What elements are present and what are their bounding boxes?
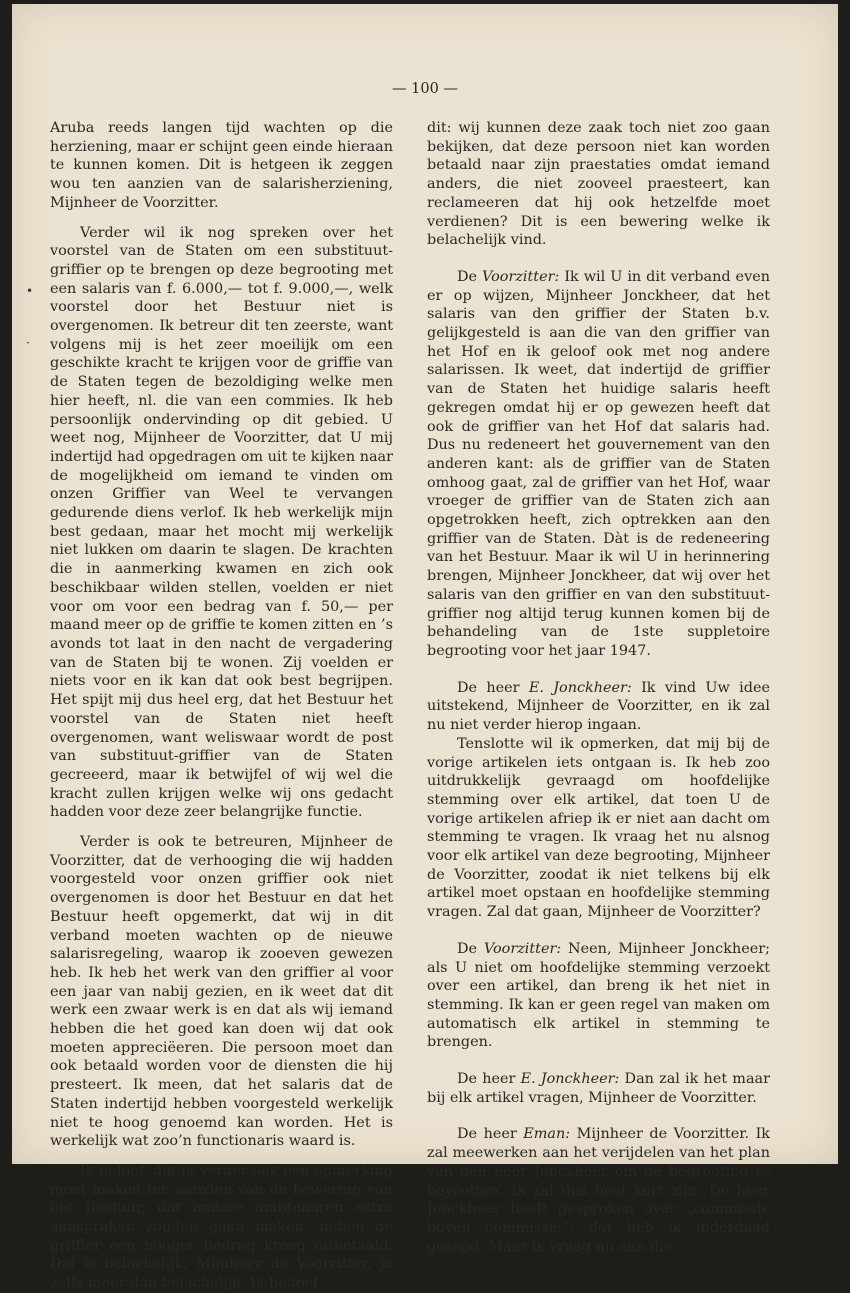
speech-paragraph — [427, 268, 770, 661]
page-number: — 100 — — [392, 81, 458, 97]
speaker-prefix: De heer — [457, 1126, 524, 1143]
speech-text: Ik vind Uw idee uitstekend, Mijnheer de Voorzitter, en ik zal nu niet verder hierop ingaan. — [427, 679, 770, 734]
speech-paragraph — [427, 940, 770, 1052]
speech-paragraph — [427, 679, 770, 735]
right-column — [427, 119, 770, 1256]
speaker-prefix: De heer — [457, 1071, 521, 1088]
speaker-name: Voorzitter: — [483, 940, 562, 957]
left-column — [50, 119, 393, 1293]
speech-paragraph — [427, 1070, 770, 1107]
margin-dot: • — [26, 284, 34, 298]
speaker-prefix: De heer — [457, 679, 529, 696]
speech-text: Dan zal ik het maar bij elk artikel vragen, Mijnheer de Voorzitter. — [427, 1071, 770, 1106]
speech-paragraph — [427, 1125, 770, 1256]
speaker-prefix: De — [457, 940, 484, 957]
speaker-name: E. Jonckheer: — [520, 1071, 620, 1088]
paragraph: Ik geloof, dat ik verder ook een opmerking moet maken ten aanzien van de bewering van het Bestuur, dat andere ambtenaren extra aanspraken zouden gaan maken, indien de griffier een hooger bedrag kreeg uitbetaald. Dat is belachelijk, Mijnheer de Voorzitter, ja zelfs meer dan belachelijk. Ik bedoel — [50, 1162, 393, 1292]
paragraph: dit: wij kunnen deze zaak toch niet zoo gaan bekijken, dat deze persoon niet kan worden betaald naar zijn praestaties omdat iemand anders, die niet zooveel praesteert, kan reclameeren dat hij ook hetzelfde moet verdienen? Dit is een bewering welke ik belachelijk vind. — [427, 120, 770, 249]
speech-text: Mijnheer de Voorzitter. Ik zal meewerken aan het verijdelen van het plan van den heer Jonckheer om de begrooting te boycotten. Ik zal dus heel kort zijn. De heer Jonckheer heeft gesproken over „commissie boven commissie”; dat heb ik inderdaad gezegd. Maar ik vraag nu aan die — [427, 1126, 771, 1255]
speaker-name: Eman: — [523, 1126, 571, 1143]
paragraph: Verder is ook te betreuren, Mijnheer de Voorzitter, dat de verhooging die wij hadden voorgesteld voor onzen griffier ook niet overgenomen is door het Bestuur en dat het Bestuur heeft opgemerkt, dat wij in dit verband moeten wachten op de nieuwe salarisregeling, waarop ik zooeven gewezen heb. Ik heb het werk van den griffier al voor een jaar van nabij gezien, en ik weet dat dit werk een zwaar werk is en dat als wij iemand hebben die het goed kan doen wij dat ook moeten appreciëeren. Die persoon moet dan ook betaald worden voor de diensten die hij presteert. Ik meen, dat het salaris dat de Staten indertijd hebben voorgesteld werkelijk niet te hoog genoemd kan worden. Het is werkelijk wat zoo’n functionaris waard is. — [50, 834, 393, 1150]
paragraph: Verder wil ik nog spreken over het voorstel van de Staten om een substituut-griffier op te brengen op deze begrooting met een salaris van f. 6.000,— tot f. 9.000,—, welk voorstel door het Bestuur niet is overgenomen. Ik betreur dit ten zeerste, want volgens mij is het zeer moeilijk om een geschikte kracht te krijgen voor de griffie van de Staten tegen de bezoldiging welke men hier heeft, nl. die van een commies. Ik heb persoonlijk ondervinding op dit gebied. U weet nog, Mijnheer de Voorzitter, dat U mij indertijd had opgedragen om uit te kijken naar de mogelijkheid om iemand te vinden om onzen Griffier van Weel te vervangen gedurende diens verlof. Ik heb werkelijk mijn best gedaan, maar het mocht mij werkelijk niet lukken om daarin te slagen. De krachten die in aanmerking kwamen en zich ook beschikbaar wilden stellen, voelden er niet voor om voor een bedrag van f. 50,— per maand meer op de griffie te komen zitten en ’s avonds tot laat in den nacht de vergadering van de Staten bij te wonen. Zij voelden er niets voor en ik kan dat ook best begrijpen. Het spijt mij dus heel erg, dat het Bestuur het voorstel van de Staten niet heeft overgenomen, want weliswaar wordt de post van substituut-griffier van de Staten gecreeerd, maar ik betwijfel of wij wel die kracht zullen krijgen welke wij ons gedacht hadden voor deze zeer belangrijke functie. — [50, 224, 393, 821]
speaker-name: Voorzitter: — [482, 268, 560, 285]
paragraph: Aruba reeds langen tijd wachten op die herziening, maar er schijnt geen einde hieraan te kunnen komen. Dit is hetgeen ik zeggen wou ten aanzien van de salarisherziening, Mijnheer de Voorzitter. — [50, 120, 393, 211]
margin-dot: · — [26, 336, 30, 350]
speech-text: Neen, Mijnheer Jonckheer; als U niet om hoofdelijke stemming verzoekt over een artikel, dan breng ik het niet in stemming. Ik kan er geen regel van maken om automatisch elk artikel in stemming te brengen. — [427, 940, 770, 1051]
document-page — [12, 4, 838, 1292]
paragraph: Tenslotte wil ik opmerken, dat mij bij de vorige artikelen iets ontgaan is. Ik heb zoo uitdrukkelijk gevraagd om hoofdelijke stemming over elk artikel, dat toen U de vorige artikelen afriep ik er niet aan dacht om stemming te vragen. Ik vraag het nu alsnog voor elk artikel van deze begrooting, Mijnheer de Voorzitter, zoodat ik niet telkens bij elk artikel moet opstaan en hoofdelijke stemming vragen. Zal dat gaan, Mijnheer de Voorzitter? — [427, 735, 770, 921]
speaker-name: E. Jonckheer: — [528, 679, 632, 696]
speech-text: Ik wil U in dit verband even er op wijzen, Mijnheer Jonckheer, dat het salaris van den griffier der Staten b.v. gelijkgesteld is aan die van den griffier van het Hof en ik geloof ook met nog andere salarissen. Ik weet, dat indertijd de griffier van de Staten het huidige salaris heeft gekregen omdat hij er op gewezen heeft dat ook de griffier van het Hof dat salaris had. Dus nu redeneert het gouvernement van den anderen kant: als de griffier van de Staten omhoog gaat, zal de griffier van het Hof, waar vroeger de griffier van de Staten zich aan opgetrokken heeft, zich optrekken aan den griffier van de Staten. Dàt is de redeneering van het Bestuur. Maar ik wil U in herinnering brengen, Mijnheer Jonckheer, dat wij over het salaris van den griffier en van den substituut-griffier nog altijd terug kunnen komen bij de behandeling van de 1ste suppletoire begrooting voor het jaar 1947. — [427, 268, 770, 659]
speaker-prefix: De — [457, 268, 483, 285]
